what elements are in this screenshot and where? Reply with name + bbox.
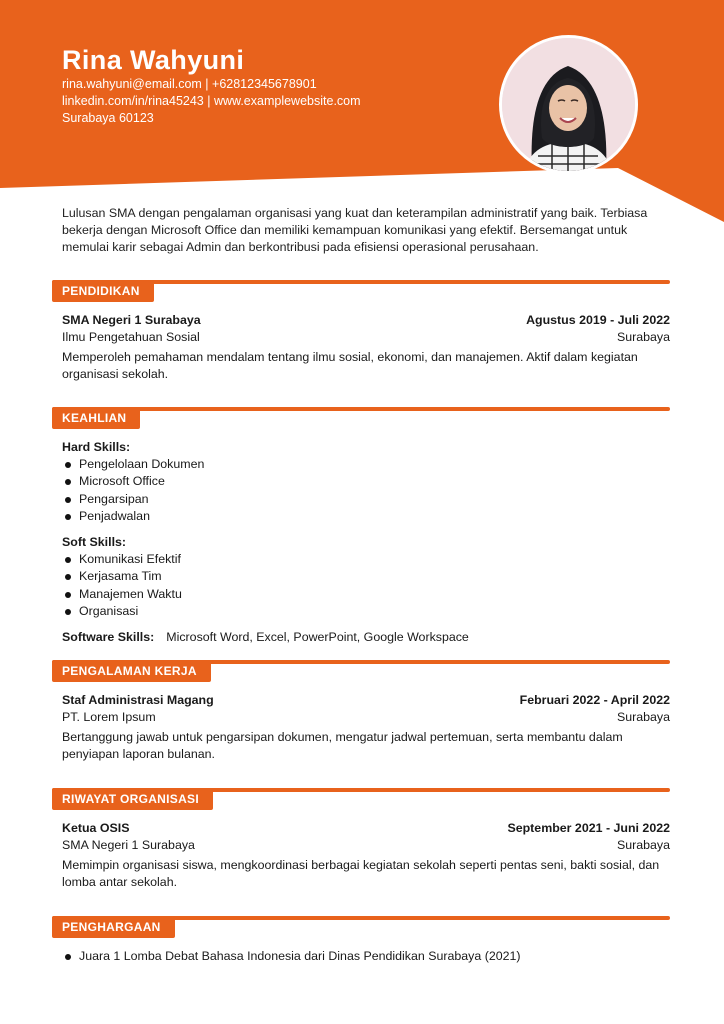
organization-dates: September 2021 - Juni 2022	[507, 821, 670, 835]
organization-city: Surabaya	[616, 838, 670, 852]
profile-summary: Lulusan SMA dengan pengalaman organisasi yang kuat dan keterampilan administratif yang baik. Terbiasa bekerja dengan Microsoft Office dan memiliki kemampuan komunikasi yang efektif. Bersemangat untuk memulai karir sebagai Admin dan berkontribusi pada efisiensi operasional perusahaan.	[62, 206, 648, 254]
list-item: Komunikasi Efektif	[62, 551, 670, 568]
education-heading: PENDIDIKAN	[52, 280, 154, 302]
organization-name: SMA Negeri 1 Surabaya	[62, 838, 195, 852]
hard-skills-title: Hard Skills:	[62, 440, 131, 454]
software-skills-label: Software Skills:	[62, 630, 155, 645]
organization-role: Ketua OSIS	[62, 821, 130, 835]
candidate-name: Rina Wahyuni	[62, 45, 245, 75]
software-skills-value: Microsoft Word, Excel, PowerPoint, Google Workspace	[166, 630, 469, 645]
list-item: Manajemen Waktu	[62, 586, 670, 603]
school-name: SMA Negeri 1 Surabaya	[62, 313, 201, 327]
contact-address: Surabaya 60123	[62, 111, 154, 125]
list-item: Organisasi	[62, 603, 670, 620]
experience-entry	[52, 692, 670, 763]
company-name: PT. Lorem Ipsum	[62, 710, 156, 724]
job-dates: Februari 2022 - April 2022	[519, 693, 670, 707]
organization-section	[52, 788, 670, 891]
list-item: Microsoft Office	[62, 473, 670, 490]
skills-heading: KEAHLIAN	[52, 407, 140, 429]
organization-entry	[52, 820, 670, 891]
soft-skills-title: Soft Skills:	[62, 535, 127, 550]
experience-section	[52, 660, 670, 763]
education-major: Ilmu Pengetahuan Sosial	[62, 330, 200, 344]
experience-heading: PENGALAMAN KERJA	[52, 660, 211, 682]
awards-list	[62, 948, 670, 965]
education-section	[52, 280, 670, 383]
organization-heading: RIWAYAT ORGANISASI	[52, 788, 213, 810]
job-description: Bertanggung jawab untuk pengarsipan dokumen, mengatur jadwal pertemuan, serta membantu dalam penyiapan laporan bulanan.	[62, 730, 623, 761]
list-item: Pengelolaan Dokumen	[62, 456, 670, 473]
header-info	[62, 44, 361, 127]
education-description: Memperoleh pemahaman mendalam tentang ilmu sosial, ekonomi, dan manajemen. Aktif dalam kegiatan organisasi sekolah.	[62, 350, 638, 381]
profile-photo	[499, 35, 638, 174]
list-item: Penjadwalan	[62, 508, 670, 525]
soft-skills-list	[62, 551, 670, 620]
list-item: Kerjasama Tim	[62, 568, 670, 585]
awards-section	[52, 916, 670, 965]
hard-skills-list	[62, 456, 670, 525]
contact-web: linkedin.com/in/rina45243 | www.examplewebsite.com	[62, 94, 361, 108]
organization-description: Memimpin organisasi siswa, mengkoordinasi berbagai kegiatan sekolah seperti pentas seni, bakti sosial, dan lomba antar sekolah.	[62, 858, 660, 889]
list-item: Pengarsipan	[62, 491, 670, 508]
education-dates: Agustus 2019 - Juli 2022	[526, 313, 670, 327]
software-skills	[62, 629, 670, 646]
education-entry	[52, 312, 670, 383]
skills-section	[52, 407, 670, 646]
awards-heading: PENGHARGAAN	[52, 916, 175, 938]
job-city: Surabaya	[616, 710, 670, 724]
list-item: Juara 1 Lomba Debat Bahasa Indonesia dari Dinas Pendidikan Surabaya (2021)	[62, 948, 670, 965]
contact-email-phone: rina.wahyuni@email.com | +62812345678901	[62, 77, 317, 91]
education-city: Surabaya	[616, 330, 670, 344]
job-role: Staf Administrasi Magang	[62, 693, 214, 707]
